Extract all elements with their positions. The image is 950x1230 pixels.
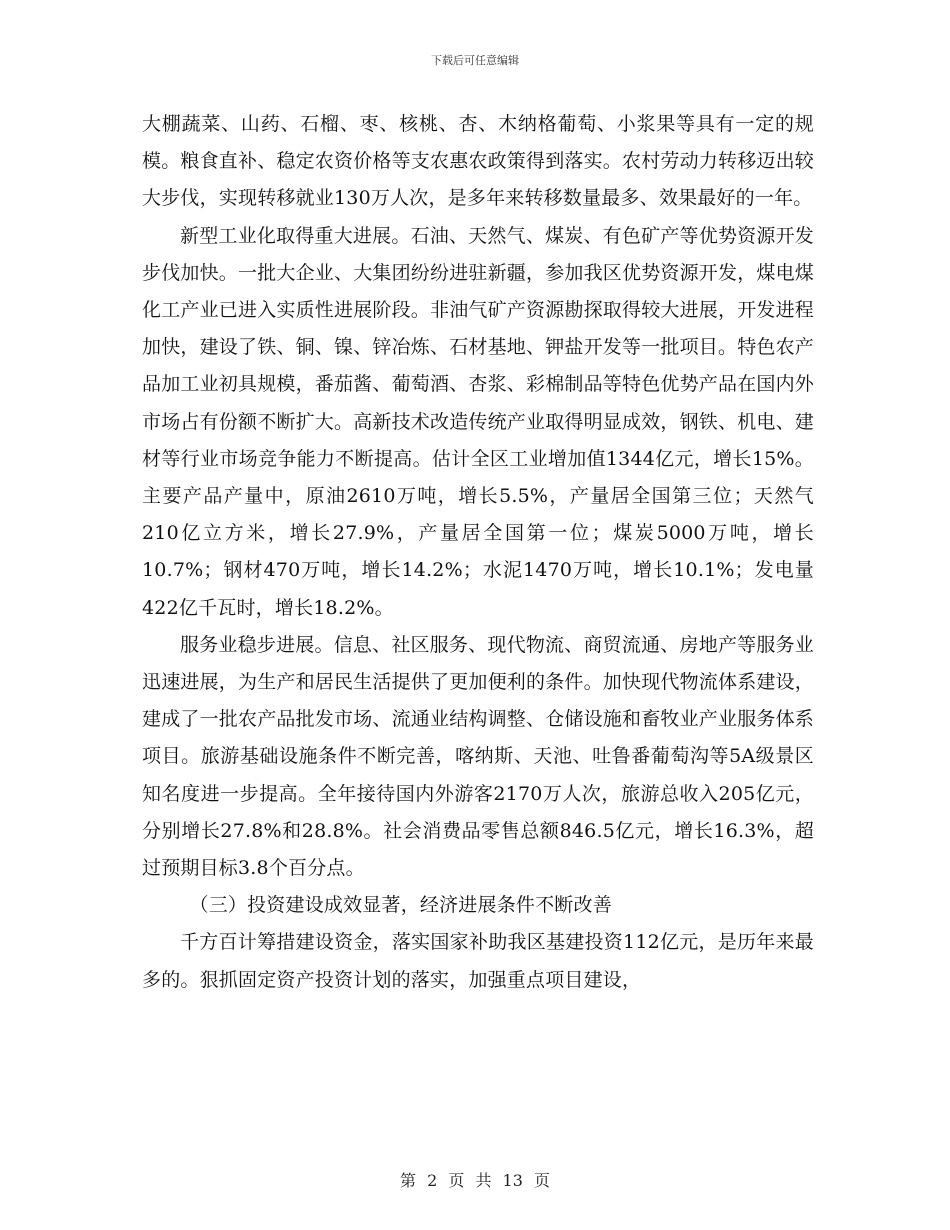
- paragraph-agriculture-continued: 大棚蔬菜、山药、石榴、枣、核桃、杏、木纳格葡萄、小浆果等具有一定的规模。粮食直补、稳定农资价格等支农惠农政策得到落实。农村劳动力转移迈出较大步伐，实现转移就业130万人次，是多年来转移数量最多、效果最好的一年。: [142, 113, 815, 210]
- section-heading-investment: （三）投资建设成效显著，经济进展条件不断改善: [189, 894, 612, 917]
- page-header-note: 下载后可任意编辑: [431, 54, 519, 67]
- page-number-footer: 第 2 页 共 13 页: [400, 1171, 550, 1190]
- paragraph-services: 服务业稳步进展。信息、社区服务、现代物流、商贸流通、房地产等服务业迅速进展，为生产和居民生活提供了更加便利的条件。加快现代物流体系建设，建成了一批农产品批发市场、流通业结构调整、仓储设施和畜牧业产业服务体系项目。旅游基础设施条件不断完善，喀纳斯、天池、吐鲁番葡萄沟等5A级景区知名度进一步提高。全年接待国内外游客2170万人次，旅游总收入205亿元，分别增长27.8%和28.8%。社会消费品零售总额846.5亿元，增长16.3%，超过预期目标3.8个百分点。: [142, 633, 815, 880]
- document-body: [142, 106, 814, 999]
- paragraph-industrialization: 新型工业化取得重大进展。石油、天然气、煤炭、有色矿产等优势资源开发步伐加快。一批大企业、大集团纷纷进驻新疆，参加我区优势资源开发，煤电煤化工产业已进入实质性进展阶段。非油气矿产资源勘探取得较大进展，开发进程加快，建设了铁、铜、镍、锌冶炼、石材基地、钾盐开发等一批项目。特色农产品加工业初具规模，番茄酱、葡萄酒、杏浆、彩棉制品等特色优势产品在国内外市场占有份额不断扩大。高新技术改造传统产业取得明显成效，钢铁、机电、建材等行业市场竞争能力不断提高。估计全区工业增加值1344亿元，增长15%。主要产品产量中，原油2610万吨，增长5.5%，产量居全国第三位；天然气210亿立方米，增长27.9%，产量居全国第一位；煤炭5000万吨，增长10.7%；钢材470万吨，增长14.2%；水泥1470万吨，增长10.1%；发电量422亿千瓦时，增长18.2%。: [142, 224, 815, 619]
- paragraph-investment: 千方百计筹措建设资金，落实国家补助我区基建投资112亿元，是历年来最多的。狠抓固定资产投资计划的落实，加强重点项目建设，: [142, 931, 814, 991]
